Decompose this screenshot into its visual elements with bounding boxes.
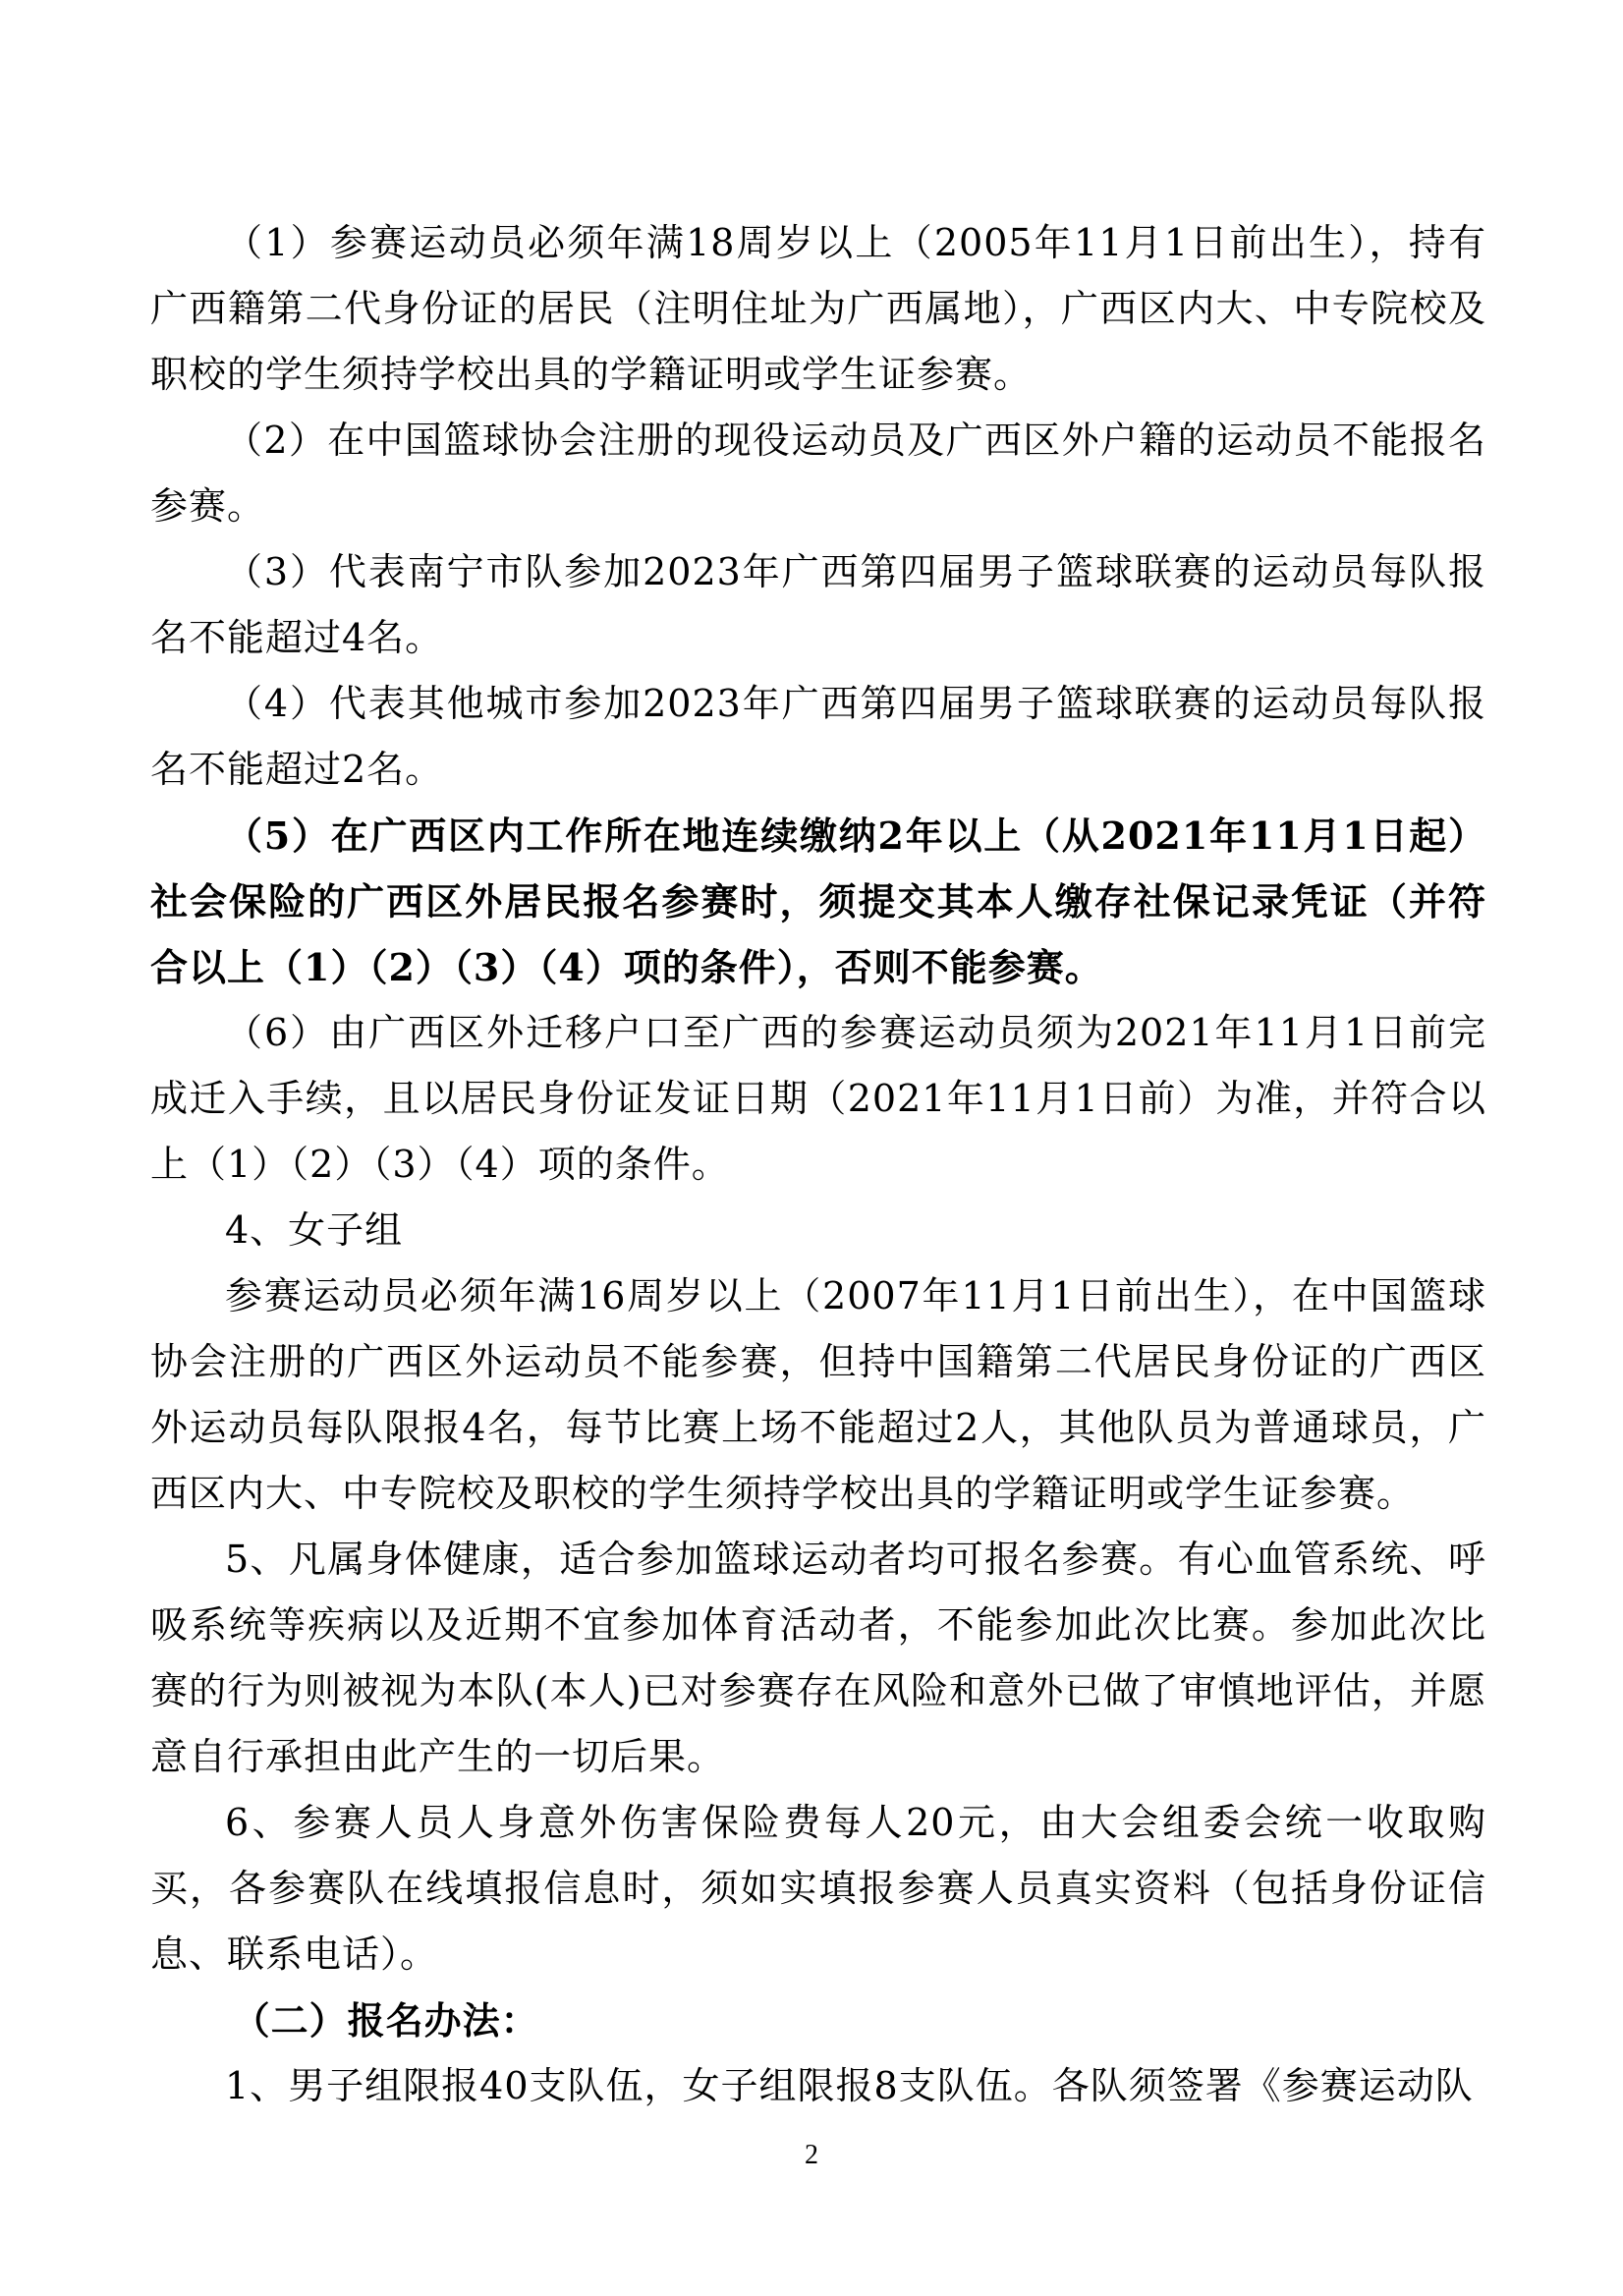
paragraph-registration-1: 1、男子组限报40支队伍，女子组限报8支队伍。各队须签署《参赛运动队 [225, 2064, 1474, 2107]
section-heading-registration-method: （二）报名办法： [232, 1998, 539, 2043]
paragraph-insurance: 6、参赛人员人身意外伤害保险费每人20元，由大会组委会统一收取购买，各参赛队在线填报信息时，须如实填报参赛人员真实资料（包括身份证信息、联系电话）。 [150, 1801, 1486, 1976]
section-heading-womens-group: 4、女子组 [225, 1208, 404, 1252]
paragraph-eligibility-2: （2）在中国篮球协会注册的现役运动员及广西区外户籍的运动员不能报名参赛。 [150, 419, 1486, 528]
paragraph-womens-group: 参赛运动员必须年满16周岁以上（2007年11月1日前出生），在中国篮球协会注册的广西区外运动员不能参赛，但持中国籍第二代居民身份证的广西区外运动员每队限报4名，每节比赛上场不能超过2人，其他队员为普通球员，广西区内大、中专院校及职校的学生须持学校出具的学籍证明或学生证参赛。 [150, 1274, 1486, 1515]
document-body [150, 210, 1486, 2119]
paragraph-eligibility-1: （1）参赛运动员必须年满18周岁以上（2005年11月1日前出生），持有广西籍第二代身份证的居民（注明住址为广西属地），广西区内大、中专院校及职校的学生须持学校出具的学籍证明或学生证参赛。 [150, 221, 1486, 396]
paragraph-eligibility-5-bold: （5）在广西区内工作所在地连续缴纳2年以上（从2021年11月1日起）社会保险的广西区外居民报名参赛时，须提交其本人缴存社保记录凭证（并符合以上（1）（2）（3）（4）项的条件），否则不能参赛。 [150, 813, 1486, 989]
paragraph-eligibility-6: （6）由广西区外迁移户口至广西的参赛运动员须为2021年11月1日前完成迁入手续，且以居民身份证发证日期（2021年11月1日前）为准，并符合以上（1）（2）（3）（4）项的条件。 [150, 1011, 1486, 1186]
paragraph-health-requirement: 5、凡属身体健康，适合参加篮球运动者均可报名参赛。有心血管系统、呼吸系统等疾病以及近期不宜参加体育活动者，不能参加此次比赛。参加此次比赛的行为则被视为本队(本人)已对参赛存在风险和意外已做了审慎地评估，并愿意自行承担由此产生的一切后果。 [150, 1538, 1486, 1778]
page-number: 2 [805, 2140, 818, 2170]
paragraph-eligibility-3: （3）代表南宁市队参加2023年广西第四届男子篮球联赛的运动员每队报名不能超过4名。 [150, 550, 1486, 659]
paragraph-eligibility-4: （4）代表其他城市参加2023年广西第四届男子篮球联赛的运动员每队报名不能超过2名。 [150, 682, 1486, 791]
